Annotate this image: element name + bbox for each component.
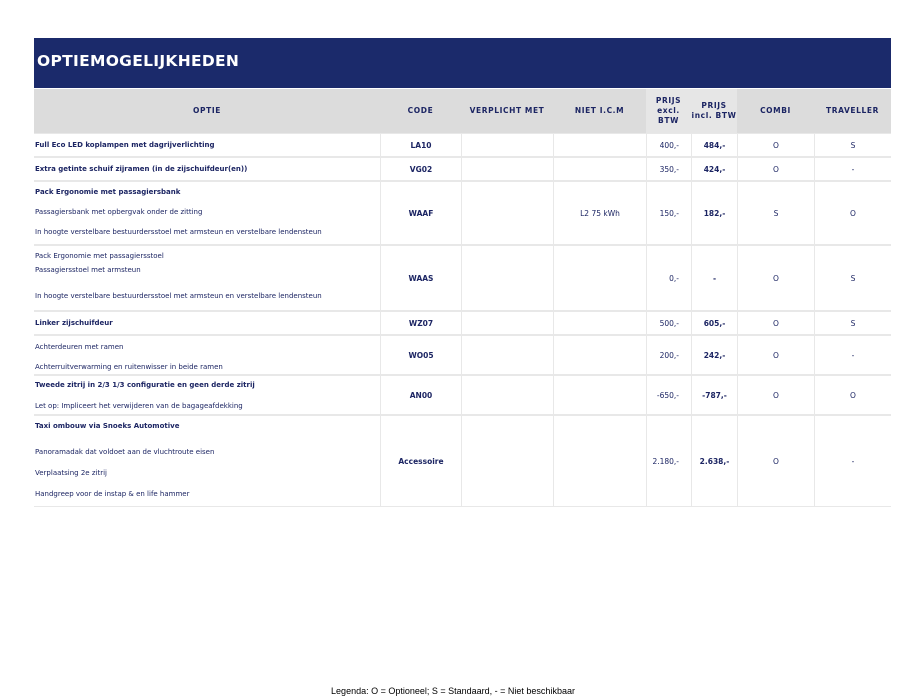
verplicht-met-cell: [461, 312, 553, 334]
prijs-excl-cell: -650,-: [646, 376, 691, 414]
option-description-cell: [34, 182, 380, 244]
option-description-cell: [34, 158, 380, 180]
table-row: [34, 133, 891, 157]
verplicht-met-cell: [461, 246, 553, 310]
traveller-cell: O: [814, 376, 891, 414]
header-prijs-excl: [646, 89, 691, 133]
header-prijs-incl-line1: PRIJS: [701, 101, 727, 110]
traveller-cell: S: [814, 312, 891, 334]
header-prijs-incl-line2: incl. BTW: [691, 111, 737, 120]
option-line: Passagiersstoel met armsteun: [35, 266, 141, 274]
page-title: OPTIEMOGELIJKHEDEN: [37, 52, 240, 70]
option-line: Extra getinte schuif zijramen (in de zijschuifdeur(en)): [35, 165, 248, 173]
prijs-incl-cell: 424,-: [691, 158, 737, 180]
option-line: Taxi ombouw via Snoeks Automotive: [35, 422, 180, 430]
niet-icm-cell: [553, 158, 646, 180]
niet-icm-cell: L2 75 kWh: [553, 182, 646, 244]
traveller-cell: S: [814, 134, 891, 156]
option-line: Let op: Impliceert het verwijderen van de bagageafdekking: [35, 402, 243, 410]
header-prijs-excl-line1: PRIJS: [655, 96, 682, 105]
header-verplicht-met: [461, 89, 553, 133]
code-cell: LA10: [380, 134, 461, 156]
code-cell: WZ07: [380, 312, 461, 334]
option-line: Pack Ergonomie met passagiersstoel: [35, 252, 164, 260]
option-line: Handgreep voor de instap & en life hammer: [35, 490, 190, 498]
header-traveller-label: TRAVELLER: [826, 106, 879, 115]
combi-cell: O: [737, 158, 814, 180]
table-row: [34, 245, 891, 311]
niet-icm-cell: [553, 312, 646, 334]
prijs-excl-cell: 2.180,-: [646, 416, 691, 506]
title-banner: [34, 38, 891, 88]
option-description-cell: [34, 312, 380, 334]
option-description-cell: [34, 246, 380, 310]
niet-icm-cell: [553, 336, 646, 374]
prijs-incl-cell: 484,-: [691, 134, 737, 156]
code-cell: VG02: [380, 158, 461, 180]
prijs-incl-cell: -: [691, 246, 737, 310]
header-optie-label: OPTIE: [193, 106, 221, 115]
legend: Legenda: O = Optioneel; S = Standaard, - = Niet beschikbaar: [331, 686, 575, 696]
header-prijs-incl: [691, 89, 737, 133]
combi-cell: S: [737, 182, 814, 244]
verplicht-met-cell: [461, 336, 553, 374]
prijs-excl-cell: 350,-: [646, 158, 691, 180]
traveller-cell: S: [814, 246, 891, 310]
option-line: Tweede zitrij in 2/3 1/3 configuratie en geen derde zitrij: [35, 381, 255, 389]
verplicht-met-cell: [461, 376, 553, 414]
table-row: [34, 375, 891, 415]
option-line: Panoramadak dat voldoet aan de vluchtroute eisen: [35, 448, 215, 456]
niet-icm-cell: [553, 376, 646, 414]
option-line: Achterdeuren met ramen: [35, 343, 124, 351]
table-header: [34, 89, 891, 133]
code-cell: WO05: [380, 336, 461, 374]
traveller-cell: -: [814, 416, 891, 506]
code-cell: AN00: [380, 376, 461, 414]
traveller-cell: O: [814, 182, 891, 244]
header-verplicht-met-label: VERPLICHT MET: [469, 106, 545, 115]
code-cell: WAAF: [380, 182, 461, 244]
verplicht-met-cell: [461, 134, 553, 156]
table-row: [34, 335, 891, 375]
code-cell: WAAS: [380, 246, 461, 310]
option-line: Linker zijschuifdeur: [35, 319, 113, 327]
option-line: Full Eco LED koplampen met dagrijverlichting: [35, 141, 215, 149]
option-description-cell: [34, 376, 380, 414]
niet-icm-cell: [553, 246, 646, 310]
table-row: [34, 181, 891, 245]
header-prijs-excl-line2: excl. BTW: [657, 106, 680, 125]
option-description-cell: [34, 416, 380, 506]
header-niet-icm-label: NIET I.C.M: [574, 106, 625, 115]
option-line: Passagiersbank met opbergvak onder de zitting: [35, 208, 203, 216]
niet-icm-cell: [553, 416, 646, 506]
combi-cell: O: [737, 312, 814, 334]
header-code-label: CODE: [407, 106, 434, 115]
option-line: Achterruitverwarming en ruitenwisser in beide ramen: [35, 363, 223, 371]
combi-cell: O: [737, 246, 814, 310]
combi-cell: O: [737, 376, 814, 414]
option-line: Pack Ergonomie met passagiersbank: [35, 188, 181, 196]
traveller-cell: -: [814, 336, 891, 374]
prijs-excl-cell: 0,-: [646, 246, 691, 310]
header-code: [380, 89, 461, 133]
header-optie: [34, 89, 380, 133]
prijs-incl-cell: 2.638,-: [691, 416, 737, 506]
prijs-excl-cell: 500,-: [646, 312, 691, 334]
header-combi: [737, 89, 814, 133]
combi-cell: O: [737, 134, 814, 156]
prijs-excl-cell: 400,-: [646, 134, 691, 156]
option-line: Verplaatsing 2e zitrij: [35, 469, 107, 477]
niet-icm-cell: [553, 134, 646, 156]
verplicht-met-cell: [461, 158, 553, 180]
option-description-cell: [34, 134, 380, 156]
traveller-cell: -: [814, 158, 891, 180]
prijs-incl-cell: -787,-: [691, 376, 737, 414]
prijs-excl-cell: 150,-: [646, 182, 691, 244]
option-description-cell: [34, 336, 380, 374]
header-niet-icm: [553, 89, 646, 133]
prijs-incl-cell: 182,-: [691, 182, 737, 244]
combi-cell: O: [737, 416, 814, 506]
option-line: In hoogte verstelbare bestuurdersstoel met armsteun en verstelbare lendensteun: [35, 228, 322, 236]
prijs-incl-cell: 605,-: [691, 312, 737, 334]
header-combi-label: COMBI: [760, 106, 791, 115]
table-row: [34, 415, 891, 507]
prijs-incl-cell: 242,-: [691, 336, 737, 374]
code-cell: Accessoire: [380, 416, 461, 506]
table-row: [34, 157, 891, 181]
combi-cell: O: [737, 336, 814, 374]
table-row: [34, 311, 891, 335]
verplicht-met-cell: [461, 182, 553, 244]
verplicht-met-cell: [461, 416, 553, 506]
option-line: In hoogte verstelbare bestuurdersstoel met armsteun en verstelbare lendensteun: [35, 292, 322, 300]
prijs-excl-cell: 200,-: [646, 336, 691, 374]
header-traveller: [814, 89, 891, 133]
